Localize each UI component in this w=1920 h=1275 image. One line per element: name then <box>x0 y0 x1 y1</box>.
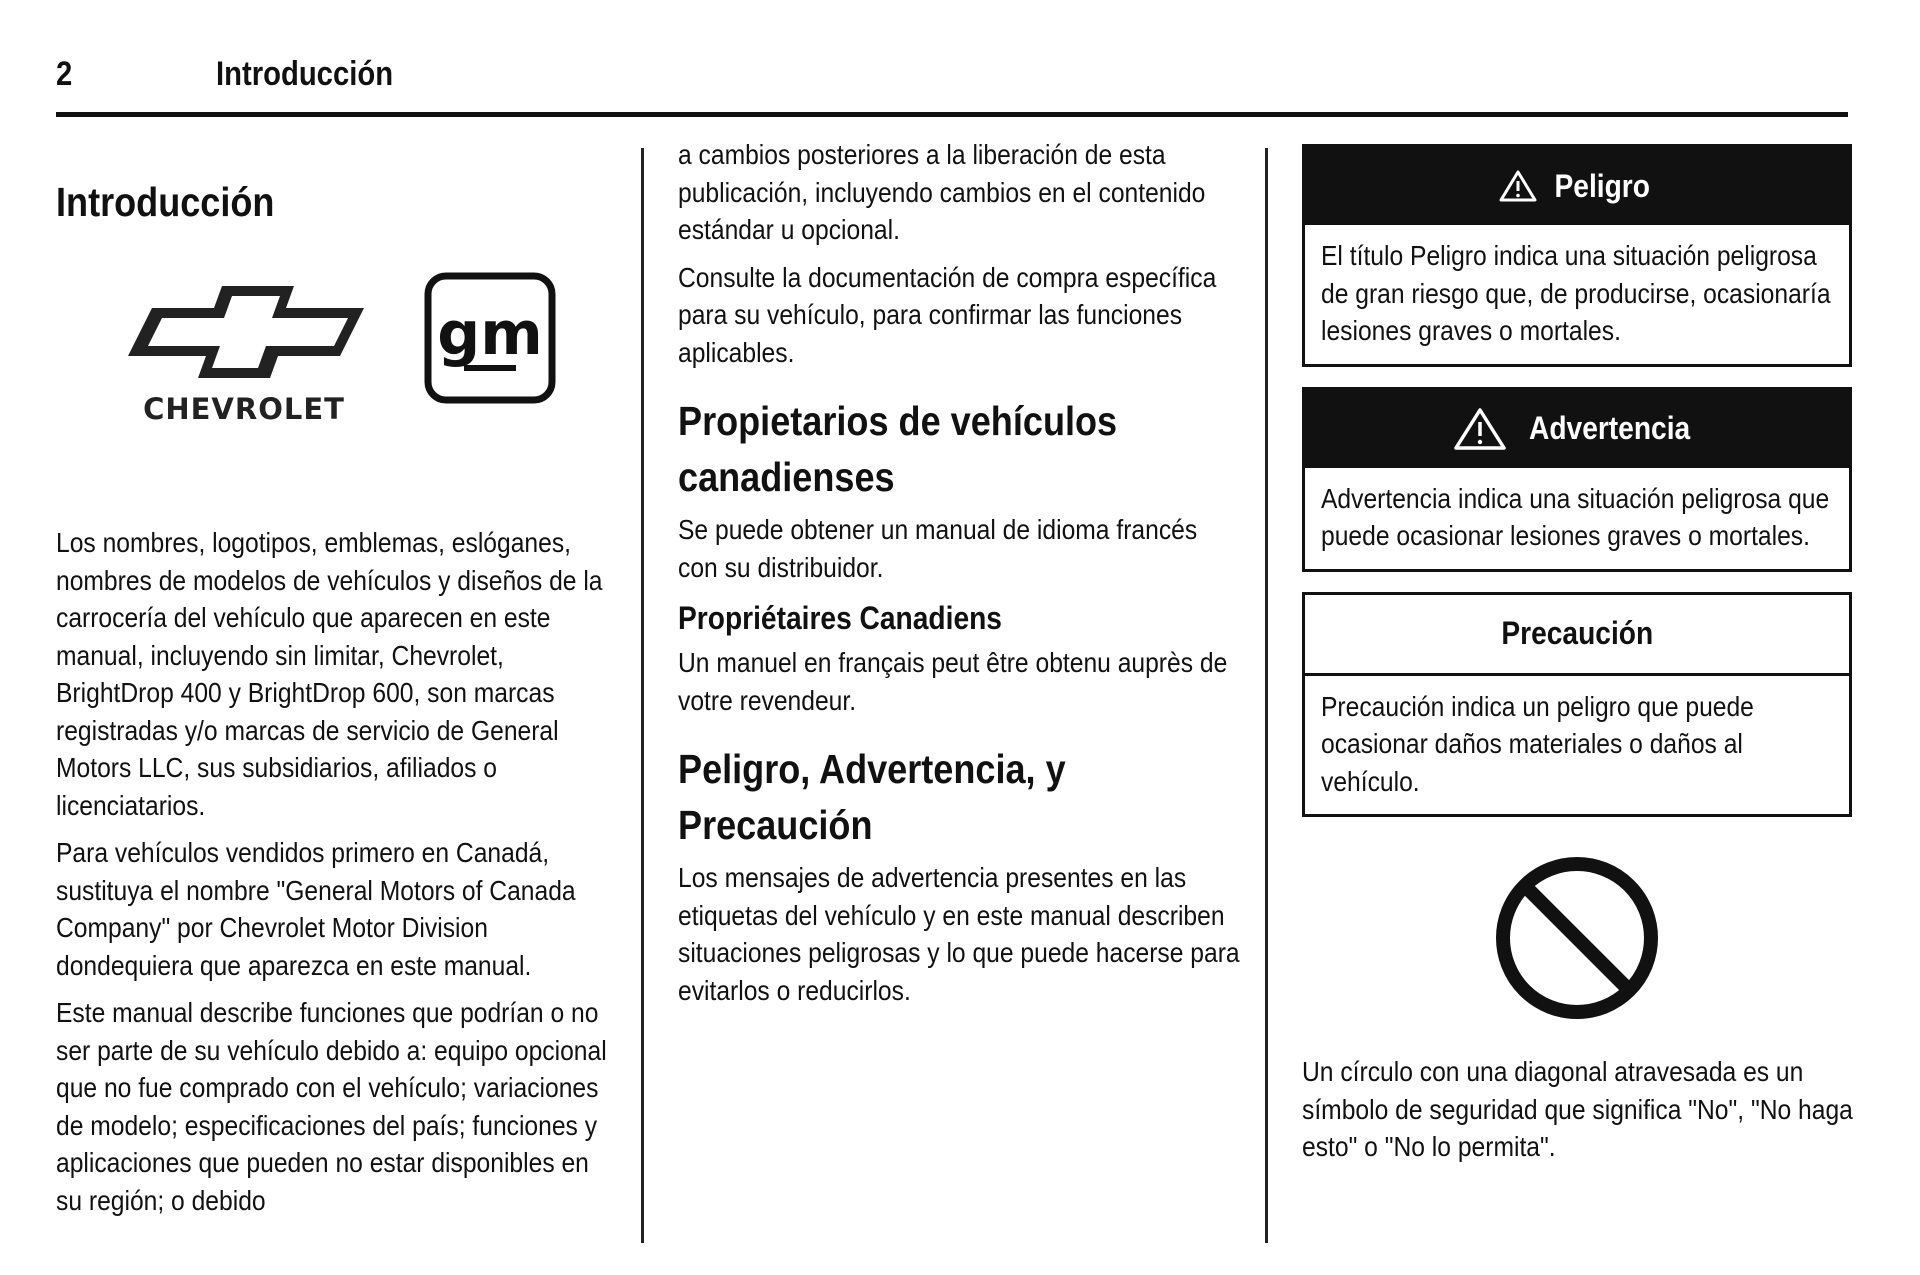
caution-box-title: Precaución <box>1501 615 1653 651</box>
prohibition-icon <box>1492 853 1662 1023</box>
paragraph-purchase-docs: Consulte la documentación de compra específica para su vehículo, para confirmar las funciones aplicables. <box>678 261 1217 368</box>
paragraph-manuel-francais: Un manuel en français peut être obtenu auprès de votre revendeur. <box>678 647 1228 716</box>
heading-proprietaires: Propriétaires Canadiens <box>678 600 1002 636</box>
caution-box-header <box>1305 595 1849 676</box>
caution-box <box>1302 592 1852 818</box>
caution-box-body <box>1305 676 1849 815</box>
warning-box <box>1302 387 1852 572</box>
column-middle <box>678 140 1238 1019</box>
running-section-title: Introducción <box>216 55 394 93</box>
danger-box-body <box>1305 225 1849 364</box>
warning-box-title: Advertencia <box>1529 410 1691 446</box>
warning-box-text: Advertencia indica una situación peligrosa que puede ocasionar lesiones graves o mortales. <box>1321 482 1830 551</box>
page-number: 2 <box>56 55 73 93</box>
warning-triangle-icon <box>1498 169 1538 203</box>
column-middle-content <box>678 136 1240 1009</box>
section-heading: Introducción <box>56 179 275 225</box>
warning-box-header <box>1305 390 1849 468</box>
column-left-content <box>56 174 549 230</box>
danger-box-header <box>1305 147 1849 225</box>
column-left <box>56 140 616 1229</box>
prohibition-caption-wrap <box>1302 1053 1853 1166</box>
warning-triangle-icon <box>1452 406 1508 452</box>
gm-wordmark: gm <box>437 299 543 369</box>
paragraph-canada-name: Para vehículos vendidos primero en Canadá, sustituya el nombre "General Motors of Canada Company" por Chevrolet Motor Division dondequiera que aparezca en este manual. <box>56 837 576 981</box>
paragraph-french-manual: Se puede obtener un manual de idioma francés con su distribuidor. <box>678 514 1198 583</box>
chevrolet-bowtie-logo <box>116 276 376 426</box>
gm-logo <box>424 272 556 404</box>
heading-canadian-owners: Propietarios de vehículos canadienses <box>678 398 1118 500</box>
page-header <box>56 55 1848 117</box>
column-right <box>1302 140 1852 1176</box>
paragraph-features: Este manual describe funciones que podrían o no ser parte de su vehículo debido a: equipo opcional que no fue comprado con el vehículo; variaciones de modelo; especificaciones del país; funciones y aplicaciones que pueden no estar disponibles en su región; o debido <box>56 997 607 1216</box>
prohibition-caption: Un círculo con una diagonal atravesada es un símbolo de seguridad que significa "No", "No haga esto" o "No lo permita". <box>1302 1056 1853 1162</box>
danger-box <box>1302 144 1852 367</box>
column-divider <box>641 148 644 1243</box>
caution-box-text: Precaución indica un peligro que puede ocasionar daños materiales o daños al vehículo. <box>1321 690 1754 797</box>
heading-danger-warning-caution: Peligro, Advertencia, y Precaución <box>678 746 1066 848</box>
danger-box-text: El título Peligro indica una situación peligrosa de gran riesgo que, de producirse, ocasionaría lesiones graves o mortales. <box>1321 240 1831 346</box>
brand-logos <box>56 272 616 482</box>
warning-box-body <box>1305 468 1849 569</box>
paragraph-continued: a cambios posteriores a la liberación de esta publicación, incluyendo cambios en el contenido estándar u opcional. <box>678 139 1206 245</box>
column-divider <box>1265 148 1268 1243</box>
paragraph-trademarks: Los nombres, logotipos, emblemas, eslóganes, nombres de modelos de vehículos y diseños de la carrocería del vehículo que aparecen en este manual, incluyendo sin limitar, Chevrolet, BrightDrop 400 y BrightDrop 600, son marcas registradas y/o marcas de servicio de General Motors LLC, sus subsidiarios, afiliados o licenciatarios. <box>56 527 603 821</box>
chevrolet-wordmark: CHEVROLET <box>143 392 345 426</box>
paragraph-warning-messages: Los mensajes de advertencia presentes en las etiquetas del vehículo y en este manual describen situaciones peligrosas y lo que puede hacerse para evitarlos o reducirlos. <box>678 862 1240 1006</box>
danger-box-title: Peligro <box>1554 167 1650 204</box>
prohibition-symbol-wrap <box>1302 853 1852 1023</box>
column-left-body <box>56 524 607 1219</box>
